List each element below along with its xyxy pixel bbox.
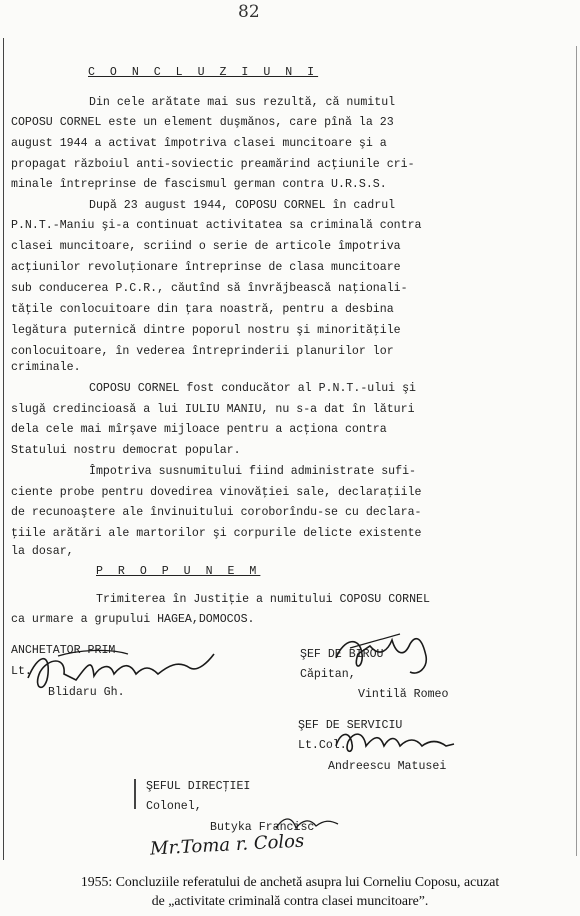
paragraph2-line: clasei muncitoare, scriind o serie de articole împotriva — [11, 240, 401, 253]
heading-propose: P R O P U N E M — [96, 565, 261, 578]
paragraph4-line: la dosar, — [11, 545, 74, 558]
service-chief-signature — [330, 724, 460, 760]
paragraph2-line: P.N.T.-Maniu şi-a continuat activitatea sa criminală contra — [11, 219, 422, 232]
svg-text:Mr.Toma r. Colos: Mr.Toma r. Colos — [149, 830, 305, 860]
proposal-line: ca urmare a grupului HAGEA,DOMOCOS. — [11, 613, 255, 626]
paragraph2-line: conlocuitoare, în vederea întreprinderii planurilor lor — [11, 345, 394, 358]
paragraph1-line: propagat războiul anti-soviectic preamărind acţiunile cri- — [11, 158, 415, 171]
investigator-title: ANCHETATOR PRIM — [11, 644, 116, 657]
paragraph3-line: Statului nostru democrat popular. — [11, 444, 241, 457]
paragraph2-line: criminale. — [11, 361, 81, 374]
paragraph4-line: ţiile arătări ale martorilor şi corpurile delicte existente — [11, 527, 422, 540]
investigator-signature — [18, 644, 228, 700]
paragraph4-line: ciente probe pentru dovedirea vinovăţiei sale, declaraţiile — [11, 486, 422, 499]
office-chief-title: ŞEF DE BIROU — [300, 648, 384, 661]
paragraph2-line: tăţile conlocuitoare din ţara noastră, pentru a desbina — [11, 303, 394, 316]
paragraph2-line: sub conducerea P.C.R., căutînd să învrăjbească naţionali- — [11, 282, 408, 295]
director-signature — [272, 812, 342, 836]
caption-line: 1955: Concluziile referatului de anchetă asupra lui Corneliu Coposu, acuzat — [80, 874, 500, 889]
heading-conclusions: C O N C L U Z I U N I — [88, 66, 319, 79]
paragraph3-line: slugă credincioasă a lui IULIU MANIU, nu s-a dat în lături — [11, 403, 415, 416]
investigator-rank: Lt. — [11, 665, 32, 678]
director-name: Butyka Francisc — [210, 821, 315, 834]
page-number: 82 — [238, 2, 260, 22]
left-margin-line — [3, 38, 4, 860]
office-chief-name: Vintilă Romeo — [358, 688, 449, 701]
director-block-bar — [134, 779, 136, 809]
service-chief-rank: Lt.Col. — [298, 739, 347, 752]
paragraph1-line: COPOSU CORNEL este un element duşmănos, care pînă la 23 — [11, 116, 394, 129]
paragraph4-line: de recunoaştere ale învinuitului coroborîndu-se cu declara- — [11, 506, 422, 519]
paragraph1-line: minale întreprinse de fascismul german contra U.R.S.S. — [11, 178, 387, 191]
office-chief-signature — [330, 628, 440, 688]
paragraph4-line: Împotriva susnumitului fiind administrate sufi- — [89, 465, 416, 478]
paragraph3-line: COPOSU CORNEL fost conducător al P.N.T.-ului şi — [89, 382, 416, 395]
paragraph3-line: dela cele mai mîrşave mijloace pentru a acţiona contra — [11, 423, 387, 436]
paragraph2-line: După 23 august 1944, COPOSU CORNEL în cadrul — [89, 199, 396, 212]
investigator-name: Blidaru Gh. — [48, 686, 125, 699]
figure-caption — [0, 872, 580, 910]
office-chief-rank: Căpitan, — [300, 668, 356, 681]
service-chief-name: Andreescu Matusei — [328, 760, 447, 773]
paragraph2-line: legătura puternică dintre poporul nostru şi minorităţile — [11, 324, 401, 337]
director-rank: Colonel, — [146, 800, 202, 813]
paragraph1-line: august 1944 a activat împotriva clasei muncitoare şi a — [11, 137, 387, 150]
right-margin-line — [576, 46, 577, 856]
director-title: ŞEFUL DIRECŢIEI — [146, 780, 251, 793]
service-chief-title: ŞEF DE SERVICIU — [298, 719, 403, 732]
paragraph1-line: Din cele arătate mai sus rezultă, că numitul — [89, 96, 396, 109]
paragraph2-line: acţiunilor revoluţionare întreprinse de clasa muncitoare — [11, 261, 401, 274]
caption-line: de „activitate criminală contra clasei muncitoare”. — [151, 893, 429, 908]
proposal-line: Trimiterea în Justiţie a numitului COPOSU CORNEL — [96, 593, 430, 606]
